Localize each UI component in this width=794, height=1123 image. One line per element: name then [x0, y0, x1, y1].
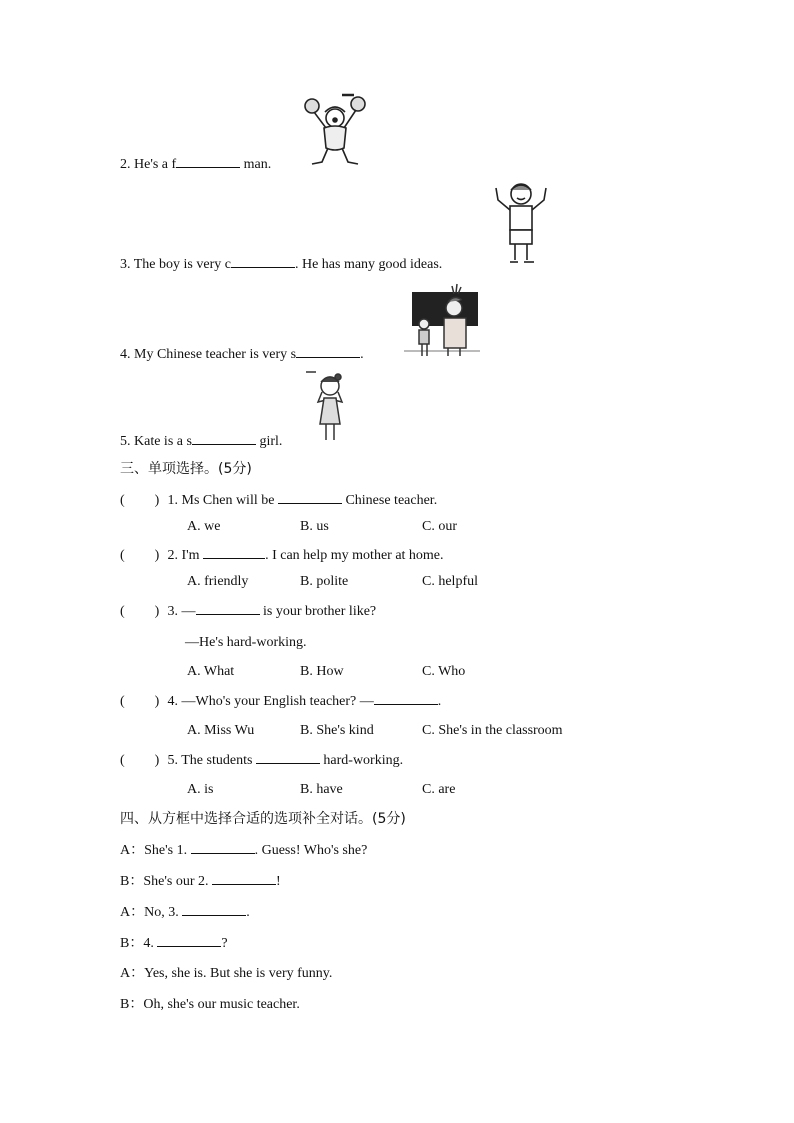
question-after: . I can help my mother at home.	[265, 548, 444, 563]
speaker-label: B：	[120, 936, 144, 951]
answer-blank[interactable]	[192, 432, 256, 445]
dialogue-line	[120, 996, 300, 1014]
question-after: .	[437, 694, 442, 709]
question-number: 5.	[167, 753, 178, 768]
sentence-after: girl.	[255, 434, 283, 449]
mc-question	[120, 751, 403, 770]
fill-sentence-row	[120, 345, 364, 364]
question-number: 1.	[167, 493, 178, 508]
question-number: 3.	[120, 257, 131, 272]
answer-blank[interactable]	[191, 841, 255, 854]
question-number: 4.	[120, 347, 131, 362]
option-c: C. She's in the classroom	[422, 723, 563, 738]
answer-parentheses[interactable]: ( )	[120, 694, 160, 709]
answer-blank[interactable]	[196, 602, 260, 615]
mc-question	[120, 602, 376, 621]
question-number: 4.	[167, 694, 178, 709]
speaker-label: B：	[120, 997, 144, 1012]
question-after: hard-working.	[319, 753, 404, 768]
dialogue-before: She's our 2.	[143, 874, 212, 889]
question-number: 3.	[167, 604, 178, 619]
answer-blank[interactable]	[212, 872, 276, 885]
option-c: C. Who	[422, 664, 466, 679]
dialogue-before: She's 1.	[144, 843, 191, 858]
fill-sentence-row	[120, 432, 282, 451]
sentence-after: . He has many good ideas.	[294, 257, 443, 272]
dialogue-before: 4.	[143, 936, 158, 951]
question-before: —	[181, 604, 196, 619]
answer-blank[interactable]	[157, 934, 221, 947]
answer-blank[interactable]	[203, 546, 265, 559]
section-3-heading: 三、单项选择。(5分)	[120, 461, 252, 477]
question-number: 2.	[167, 548, 178, 563]
option-b: B. us	[300, 519, 329, 534]
mc-question	[120, 692, 441, 711]
dialogue-text: Yes, she is. But she is very funny.	[144, 966, 333, 981]
dialogue-line	[120, 872, 281, 891]
question-before: Ms Chen will be	[181, 493, 278, 508]
question-before: The students	[181, 753, 256, 768]
question-before: —Who's your English teacher? —	[181, 694, 374, 709]
dialogue-line	[120, 934, 228, 953]
teacher-scolding-boy-illustration	[404, 280, 480, 362]
reply-line: —He's hard-working.	[185, 635, 307, 650]
question-number: 5.	[120, 434, 131, 449]
answer-parentheses[interactable]: ( )	[120, 604, 160, 619]
dialogue-text: Oh, she's our music teacher.	[143, 997, 300, 1012]
answer-blank[interactable]	[176, 155, 240, 168]
option-c: C. helpful	[422, 574, 478, 589]
answer-blank[interactable]	[278, 491, 342, 504]
option-a: A. What	[187, 664, 235, 679]
answer-blank[interactable]	[182, 903, 246, 916]
dialogue-after: . Guess! Who's she?	[254, 843, 368, 858]
fill-sentence-row	[120, 155, 271, 174]
option-c: C. are	[422, 782, 456, 797]
section-4-heading: 四、从方框中选择合适的选项补全对话。(5分)	[120, 811, 406, 827]
question-before: I'm	[181, 548, 204, 563]
mc-question	[120, 491, 437, 510]
answer-blank[interactable]	[231, 255, 295, 268]
dialogue-line	[120, 841, 367, 860]
sentence-before: Kate is a s	[134, 434, 192, 449]
option-b: B. polite	[300, 574, 349, 589]
clown-juggling-illustration	[300, 92, 372, 172]
speaker-label: A：	[120, 966, 145, 981]
speaker-label: B：	[120, 874, 144, 889]
question-after: is your brother like?	[259, 604, 377, 619]
sentence-before: My Chinese teacher is very s	[134, 347, 297, 362]
sentence-after: .	[360, 347, 364, 362]
answer-blank[interactable]	[256, 751, 320, 764]
answer-parentheses[interactable]: ( )	[120, 548, 160, 563]
sentence-before: He's a f	[134, 157, 177, 172]
option-a: A. is	[187, 782, 214, 797]
speaker-label: A：	[120, 905, 145, 920]
dialogue-after: !	[275, 874, 281, 889]
speaker-label: A：	[120, 843, 145, 858]
question-number: 2.	[120, 157, 131, 172]
question-after: Chinese teacher.	[341, 493, 438, 508]
option-c: C. our	[422, 519, 457, 534]
dialogue-after: .	[246, 905, 250, 920]
answer-parentheses[interactable]: ( )	[120, 493, 160, 508]
boy-arms-raised-illustration	[488, 180, 554, 268]
option-a: A. Miss Wu	[187, 723, 255, 738]
option-b: B. have	[300, 782, 343, 797]
dialogue-before: No, 3.	[144, 905, 183, 920]
answer-parentheses[interactable]: ( )	[120, 753, 160, 768]
answer-blank[interactable]	[374, 692, 438, 705]
option-a: A. we	[187, 519, 221, 534]
dialogue-line	[120, 903, 250, 922]
mc-question	[120, 546, 444, 565]
answer-blank[interactable]	[296, 345, 360, 358]
dialogue-after: ?	[221, 936, 228, 951]
dialogue-line	[120, 965, 332, 983]
option-b: B. How	[300, 664, 344, 679]
sentence-before: The boy is very c	[133, 257, 231, 272]
shy-girl-illustration	[304, 368, 354, 448]
option-b: B. She's kind	[300, 723, 374, 738]
sentence-after: man.	[240, 157, 272, 172]
fill-sentence-row	[120, 255, 442, 274]
option-a: A. friendly	[187, 574, 249, 589]
